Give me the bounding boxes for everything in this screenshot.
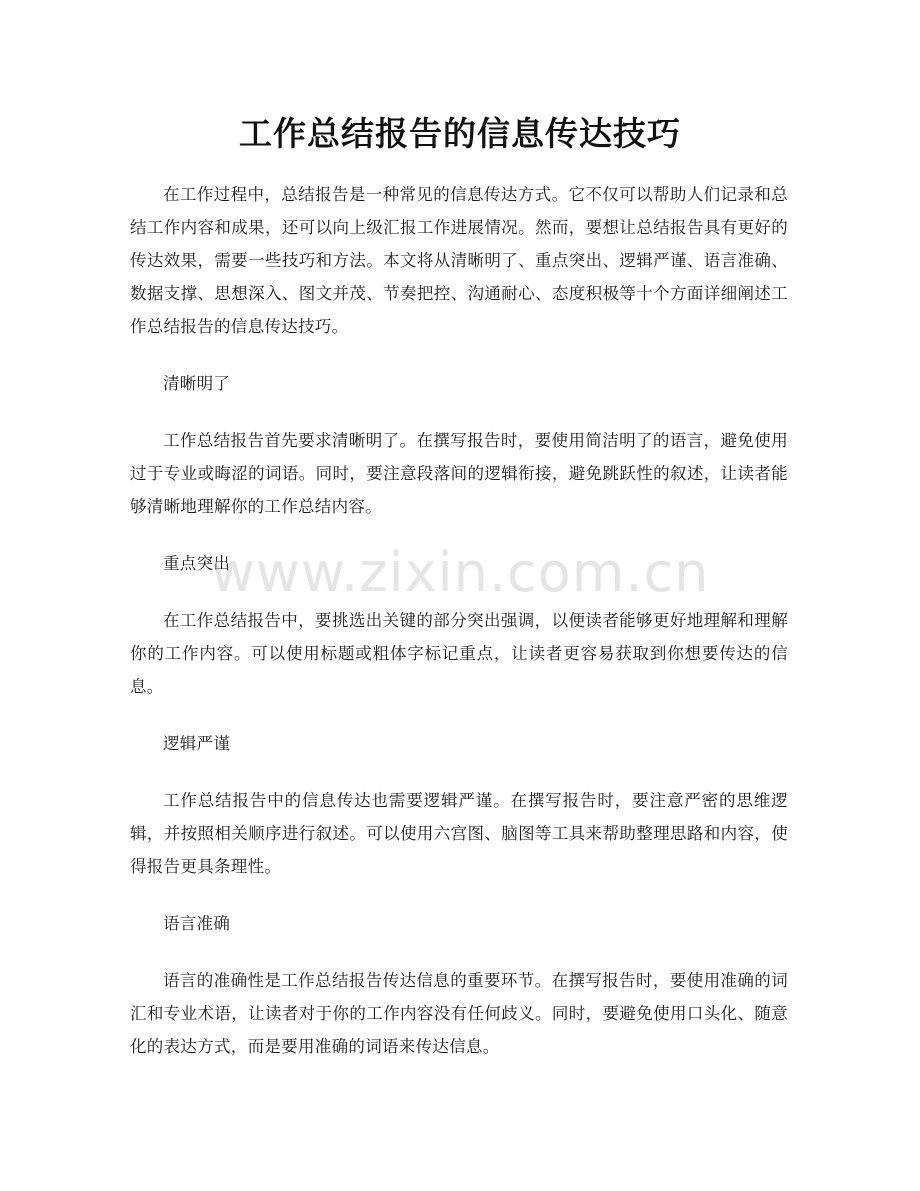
- section-heading-logic: 逻辑严谨: [163, 734, 231, 753]
- document-body: [130, 178, 788, 1087]
- section-body-emphasis: 在工作总结报告中，要挑选出关键的部分突出强调，以便读者能够更好地理解和理解你的工作内容。可以使用标题或粗体字标记重点，让读者更容易获取到你想要传达的信息。: [130, 611, 788, 696]
- section-body-clarity: 工作总结报告首先要求清晰明了。在撰写报告时，要使用简洁明了的语言，避免使用过于专业或晦涩的词语。同时，要注意段落间的逻辑衔接，避免跳跃性的叙述，让读者能够清晰地理解你的工作总结内容。: [130, 431, 788, 516]
- section-heading-language: 语言准确: [163, 914, 231, 933]
- section-heading-emphasis: 重点突出: [163, 554, 231, 573]
- section-body-logic: 工作总结报告中的信息传达也需要逻辑严谨。在撰写报告时，要注意严密的思维逻辑，并按照相关顺序进行叙述。可以使用六宫图、脑图等工具来帮助整理思路和内容，使得报告更具条理性。: [130, 791, 788, 876]
- section-heading-clarity: 清晰明了: [163, 374, 231, 393]
- document-title: 工作总结报告的信息传达技巧: [239, 114, 681, 153]
- watermark-text: www.zixin.com.cn: [210, 541, 710, 604]
- section-body-language: 语言的准确性是工作总结报告传达信息的重要环节。在撰写报告时，要使用准确的词汇和专业术语，让读者对于你的工作内容没有任何歧义。同时，要避免使用口头化、随意化的表达方式，而是要用准确的词语来传达信息。: [130, 971, 788, 1056]
- intro-paragraph: 在工作过程中，总结报告是一种常见的信息传达方式。它不仅可以帮助人们记录和总结工作内容和成果，还可以向上级汇报工作进展情况。然而，要想让总结报告具有更好的传达效果，需要一些技巧和方法。本文将从清晰明了、重点突出、逻辑严谨、语言准确、数据支撑、思想深入、图文并茂、节奏把控、沟通耐心、态度积极等十个方面详细阐述工作总结报告的信息传达技巧。: [130, 185, 788, 336]
